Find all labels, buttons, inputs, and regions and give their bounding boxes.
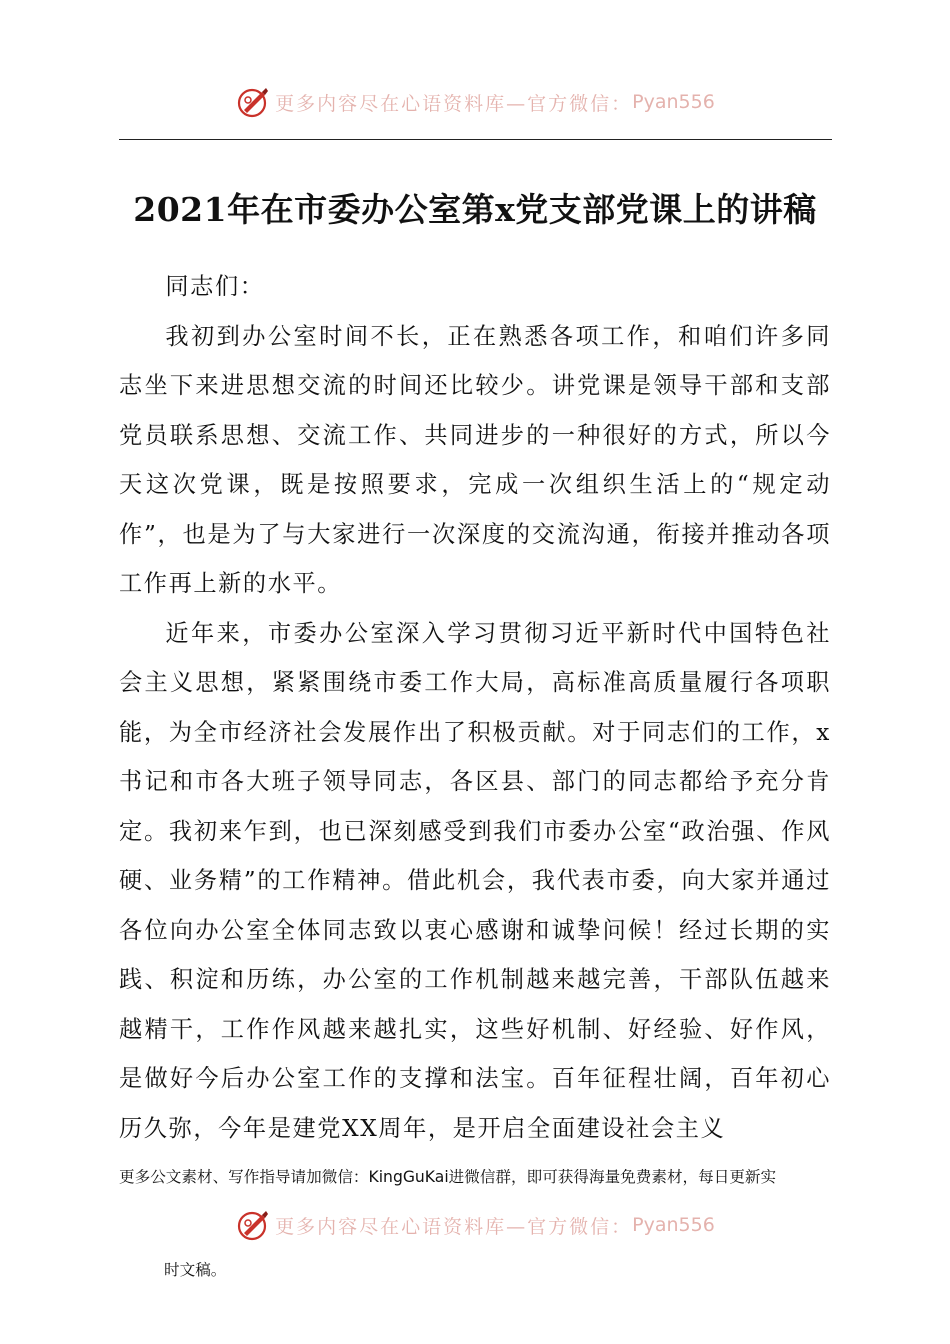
pen-logo-icon: [235, 84, 271, 120]
header-divider: [119, 139, 832, 140]
pen-logo-icon: [235, 1207, 271, 1243]
watermark-text: 更多内容尽在心语资料库—官方微信：: [275, 1215, 633, 1238]
watermark-handle: Pyan556: [632, 91, 715, 113]
paragraph: 我初到办公室时间不长，正在熟悉各项工作，和咱们许多同志坐下来进思想交流的时间还比较少。讲党课是领导干部和支部党员联系思想、交流工作、共同进步的一种很好的方式，所以今天这次党课，既是按照要求，完成一次组织生活上的“规定动作”，也是为了与大家进行一次深度的交流沟通，衔接并推动各项工作再上新的水平。: [119, 322, 831, 597]
salutation: 同志们：: [165, 273, 265, 300]
watermark-header: [0, 84, 950, 120]
footer-note-tail: 时文稿。: [164, 1261, 227, 1279]
watermark-handle: Pyan556: [632, 1214, 715, 1236]
paragraph: 近年来，市委办公室深入学习贯彻习近平新时代中国特色社会主义思想，紧紧围绕市委工作大局，高标准高质量履行各项职能，为全市经济社会发展作出了积极贡献。对于同志们的工作，x书记和市各大班子领导同志，各区县、部门的同志都给予充分肯定。我初来乍到，也已深刻感受到我们市委办公室“政治强、作风硬、业务精”的工作精神。借此机会，我代表市委，向大家并通过各位向办公室全体同志致以衷心感谢和诚挚问候！经过长期的实践、积淀和历练，办公室的工作机制越来越完善，干部队伍越来越精干，工作作风越来越扎实，这些好机制、好经验、好作风，是做好今后办公室工作的支撑和法宝。百年征程壮阔，百年初心历久弥，今年是建党XX周年，是开启全面建设社会主义: [119, 619, 831, 1142]
footer-note: 更多公文素材、写作指导请加微信：KingGuKai进微信群，即可获得海量免费素材，每日更新实: [119, 1168, 777, 1186]
document-body: [119, 262, 831, 1153]
watermark-text: 更多内容尽在心语资料库—官方微信：: [275, 92, 633, 115]
document-title: 2021年在市委办公室第x党支部党课上的讲稿: [133, 190, 817, 229]
watermark-footer: [0, 1207, 950, 1243]
